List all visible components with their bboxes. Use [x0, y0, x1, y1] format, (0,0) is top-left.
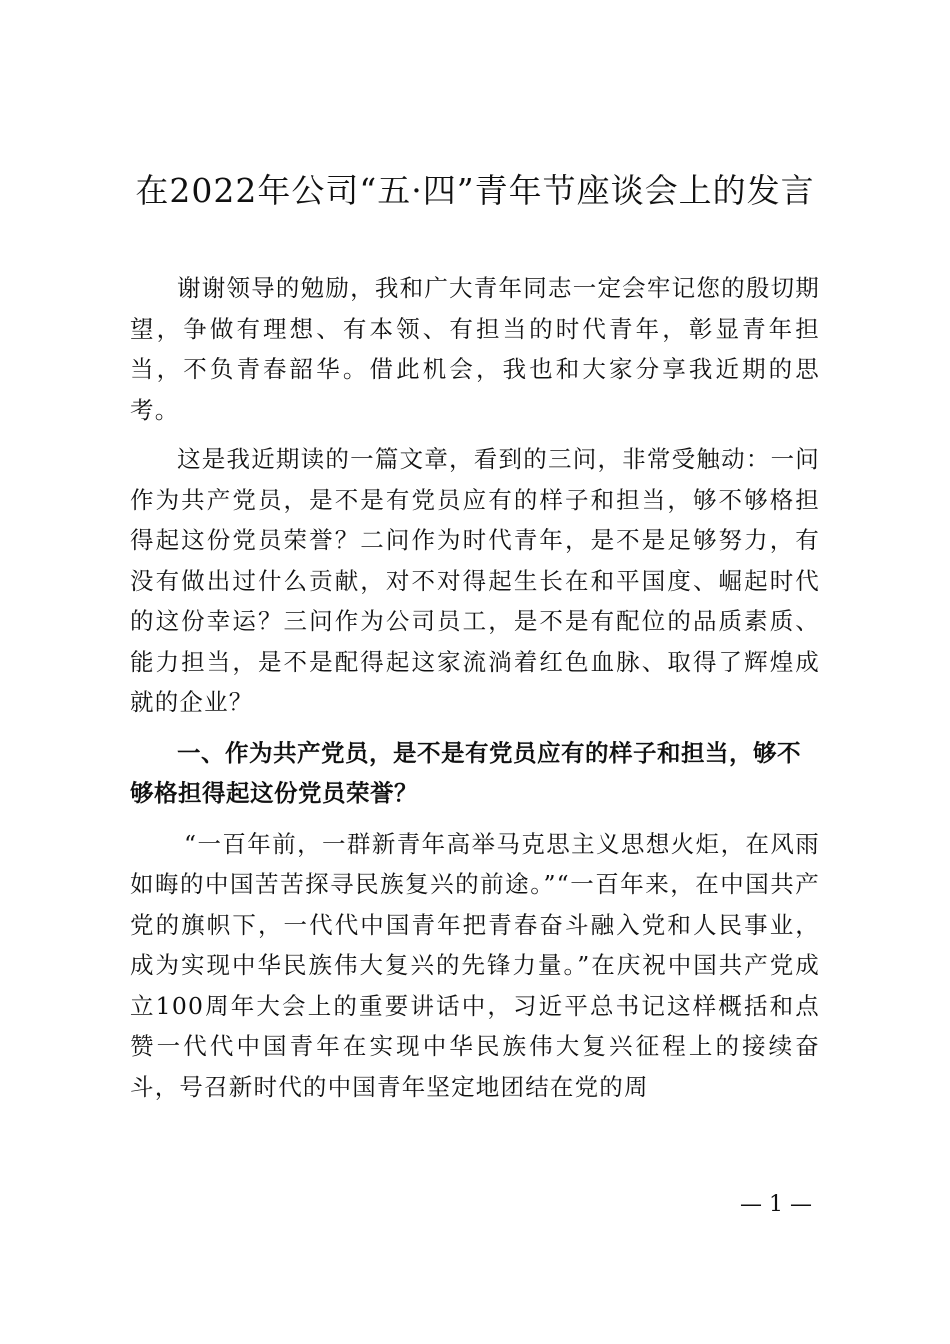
- page-number: — 1 —: [740, 1192, 812, 1217]
- paragraph-section-1: “一百年前，一群新青年高举马克思主义思想火炬，在风雨如晦的中国苦苦探寻民族复兴的前途。”“一百年来，在中国共产党的旗帜下，一代代中国青年把青春奋斗融入党和人民事业，成为实现中华民族伟大复兴的先锋力量。”在庆祝中国共产党成立100周年大会上的重要讲话中，习近平总书记这样概括和点赞一代代中国青年在实现中华民族伟大复兴征程上的接续奋斗，号召新时代的中国青年坚定地团结在党的周: [130, 829, 820, 1101]
- document-body: [130, 268, 820, 1107]
- section-heading-1: 一、作为共产党员，是不是有党员应有的样子和担当，够不够格担得起这份党员荣誉？: [130, 738, 801, 807]
- document-title: 在2022年公司“五·四”青年节座谈会上的发言: [135, 171, 815, 210]
- paragraph-three-questions: 这是我近期读的一篇文章，看到的三问，非常受触动：一问作为共产党员，是不是有党员应有的样子和担当，够不够格担得起这份党员荣誉？二问作为时代青年，是不是足够努力，有没有做出过什么贡献，对不对得起生长在和平国度、崛起时代的这份幸运？三问作为公司员工，是不是有配位的品质素质、能力担当，是不是配得起这家流淌着红色血脉、取得了辉煌成就的企业？: [130, 445, 820, 716]
- paragraph-intro: 谢谢领导的勉励，我和广大青年同志一定会牢记您的殷切期望，争做有理想、有本领、有担当的时代青年，彰显青年担当，不负青春韶华。借此机会，我也和大家分享我近期的思考。: [130, 274, 820, 424]
